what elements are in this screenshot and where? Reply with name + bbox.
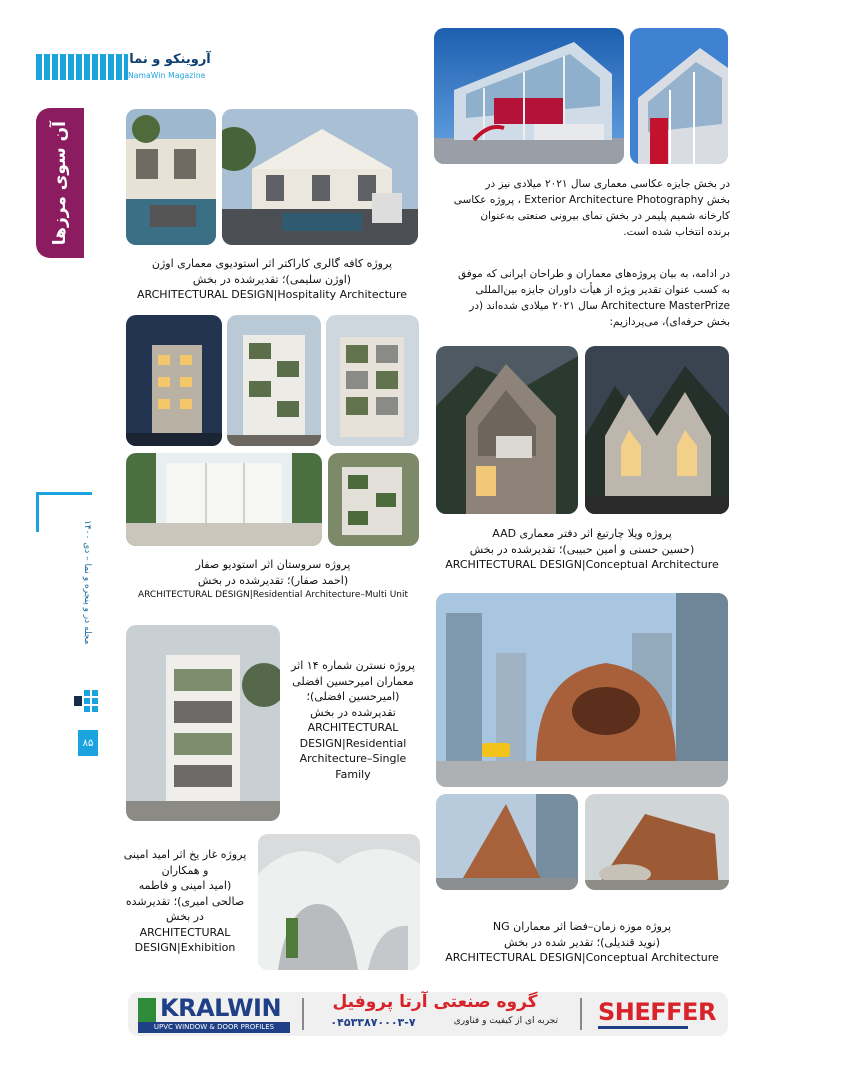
intro-line: برنده انتخاب شده است.	[623, 226, 730, 238]
caption-line: پروژه سروستان اثر استودیو صفار	[195, 558, 351, 571]
museum-photo-3	[585, 794, 729, 890]
caption-line: ARCHITECTURAL DESIGN|Conceptual Architecture	[445, 951, 719, 964]
nastaran-photo	[126, 625, 280, 821]
ad-divider	[580, 998, 582, 1030]
caption-line: (امیرحسین افضلی)؛	[306, 690, 400, 703]
caption-line: پروژه نسترن شماره ۱۴ اثر	[291, 659, 415, 672]
caption-line: (احمد صفار)؛ تقدیرشده در بخش	[197, 573, 349, 587]
sarvestan-photo-4	[126, 453, 322, 546]
ad-tagline: تجربه ای از کیفیت و فناوری	[453, 1016, 558, 1026]
factory-photo-1	[434, 28, 624, 164]
logo-stripes	[36, 54, 128, 80]
ad-phone: ۰۴۵۳۳۸۷۰۰۰۳-۷	[330, 1016, 416, 1029]
factory-photo-2	[630, 28, 728, 164]
intro-paragraph-1	[434, 176, 730, 240]
sarvestan-photo-1	[126, 315, 222, 446]
magazine-logo: آروینکو و نما	[129, 52, 211, 67]
caption-line: پروژه غار یخ اثر امید امینی	[123, 848, 247, 861]
side-divider-vertical	[36, 492, 39, 532]
sheffer-underline	[598, 1026, 688, 1029]
caption-line: تقدیرشده در بخش	[310, 705, 396, 719]
ad-divider	[302, 998, 304, 1030]
caption-line: Architecture–Single	[299, 752, 407, 765]
magazine-line: مجله در و پنجره و نما – دی ۱۴۰۰	[82, 520, 92, 645]
magazine-grid-icon	[74, 688, 100, 714]
sheffer-logo: SHEFFER	[598, 998, 716, 1026]
cafe-photo-2	[222, 109, 418, 245]
caption-line: پروژه ویلا چارتیغ اثر دفتر معماری AAD	[492, 527, 672, 540]
caption-villa	[434, 526, 730, 573]
intro-line: به کسب عنوان تقدیر ویژه از هیأت داوران جایزه بین‌المللی	[475, 284, 730, 296]
intro-line: Architecture MasterPrize سال ۲۰۲۱ میلادی شده‌اند (در	[469, 300, 730, 312]
caption-cafe	[126, 256, 418, 303]
caption-line: DESIGN|Residential	[299, 736, 407, 750]
villa-photo-1	[436, 346, 578, 514]
ice-cave-photo	[258, 834, 420, 970]
caption-line: و همکاران	[161, 863, 209, 877]
caption-line: (نوید قندیلی)؛ تقدیر شده در بخش	[503, 935, 661, 949]
caption-museum	[434, 919, 730, 966]
intro-line: در بخش جایزه عکاسی معماری سال ۲۰۲۱ میلادی نیز در	[485, 178, 730, 190]
sarvestan-photo-2	[227, 315, 321, 446]
section-title-wrap	[36, 108, 84, 258]
cafe-photo-1	[126, 109, 216, 245]
caption-line: ARCHITECTURAL DESIGN|Residential Architecture–Multi Unit	[137, 590, 409, 600]
museum-photo-2	[436, 794, 578, 890]
caption-sarvestan	[120, 557, 426, 604]
section-title: آن سوی مرزها	[50, 120, 70, 246]
caption-ice-cave	[116, 847, 254, 956]
caption-line: ARCHITECTURAL	[307, 721, 399, 734]
sarvestan-photo-5	[328, 453, 419, 546]
caption-line: (حسین حسنی و امین حبیبی)؛ تقدیرشده در بخش	[469, 542, 695, 556]
caption-line: ARCHITECTURAL DESIGN|Hospitality Architecture	[137, 288, 407, 301]
caption-line: ARCHITECTURAL	[139, 925, 231, 939]
sarvestan-photo-3	[326, 315, 419, 446]
intro-line: بخش حرفه‌ای)، می‌پردازیم:	[609, 316, 730, 328]
caption-line: صالحی امیری)؛ تقدیرشده	[125, 894, 245, 908]
magazine-line-wrap	[78, 520, 96, 670]
intro-line: در ادامه، به بیان پروژه‌های معماران و طراحان ایرانی که موفق	[457, 268, 730, 280]
villa-photo-2	[585, 346, 729, 514]
kralwin-logo: KRALWIN	[160, 994, 282, 1022]
caption-line: در بخش	[166, 910, 204, 923]
caption-line: ARCHITECTURAL DESIGN|Conceptual Architecture	[445, 558, 719, 571]
caption-line: پروژه موزه زمان–فضا اثر معماران NG	[492, 920, 672, 933]
page-number: ۸۵	[78, 730, 98, 756]
caption-nastaran	[286, 658, 420, 782]
caption-line: معماران امیرحسین افضلی	[292, 674, 414, 688]
caption-line: DESIGN|Exhibition	[134, 941, 236, 954]
caption-line: (امید امینی و فاطمه	[138, 879, 232, 892]
magazine-logo-en: NamaWin Magazine	[128, 71, 206, 80]
caption-line: Family	[335, 767, 371, 781]
intro-line: بخش Exterior Architecture Photography ، پروژه عکاسی	[453, 194, 730, 206]
kralwin-subtitle: UPVC WINDOW & DOOR PROFILES	[138, 1022, 290, 1033]
side-divider	[36, 492, 92, 495]
intro-line: کارخانه شمیم پلیمر در بخش نمای بیرونی صنعتی به‌عنوان	[480, 210, 730, 222]
caption-line: (اوژن سلیمی)؛ تقدیرشده در بخش	[192, 272, 352, 286]
intro-paragraph-2	[434, 266, 730, 330]
caption-line: پروژه کافه گالری کاراکتر اثر استودیوی معماری اوژن	[151, 257, 393, 270]
museum-photo-main	[436, 593, 728, 787]
ad-title: گروه صنعتی آرتا پروفیل	[332, 992, 538, 1012]
